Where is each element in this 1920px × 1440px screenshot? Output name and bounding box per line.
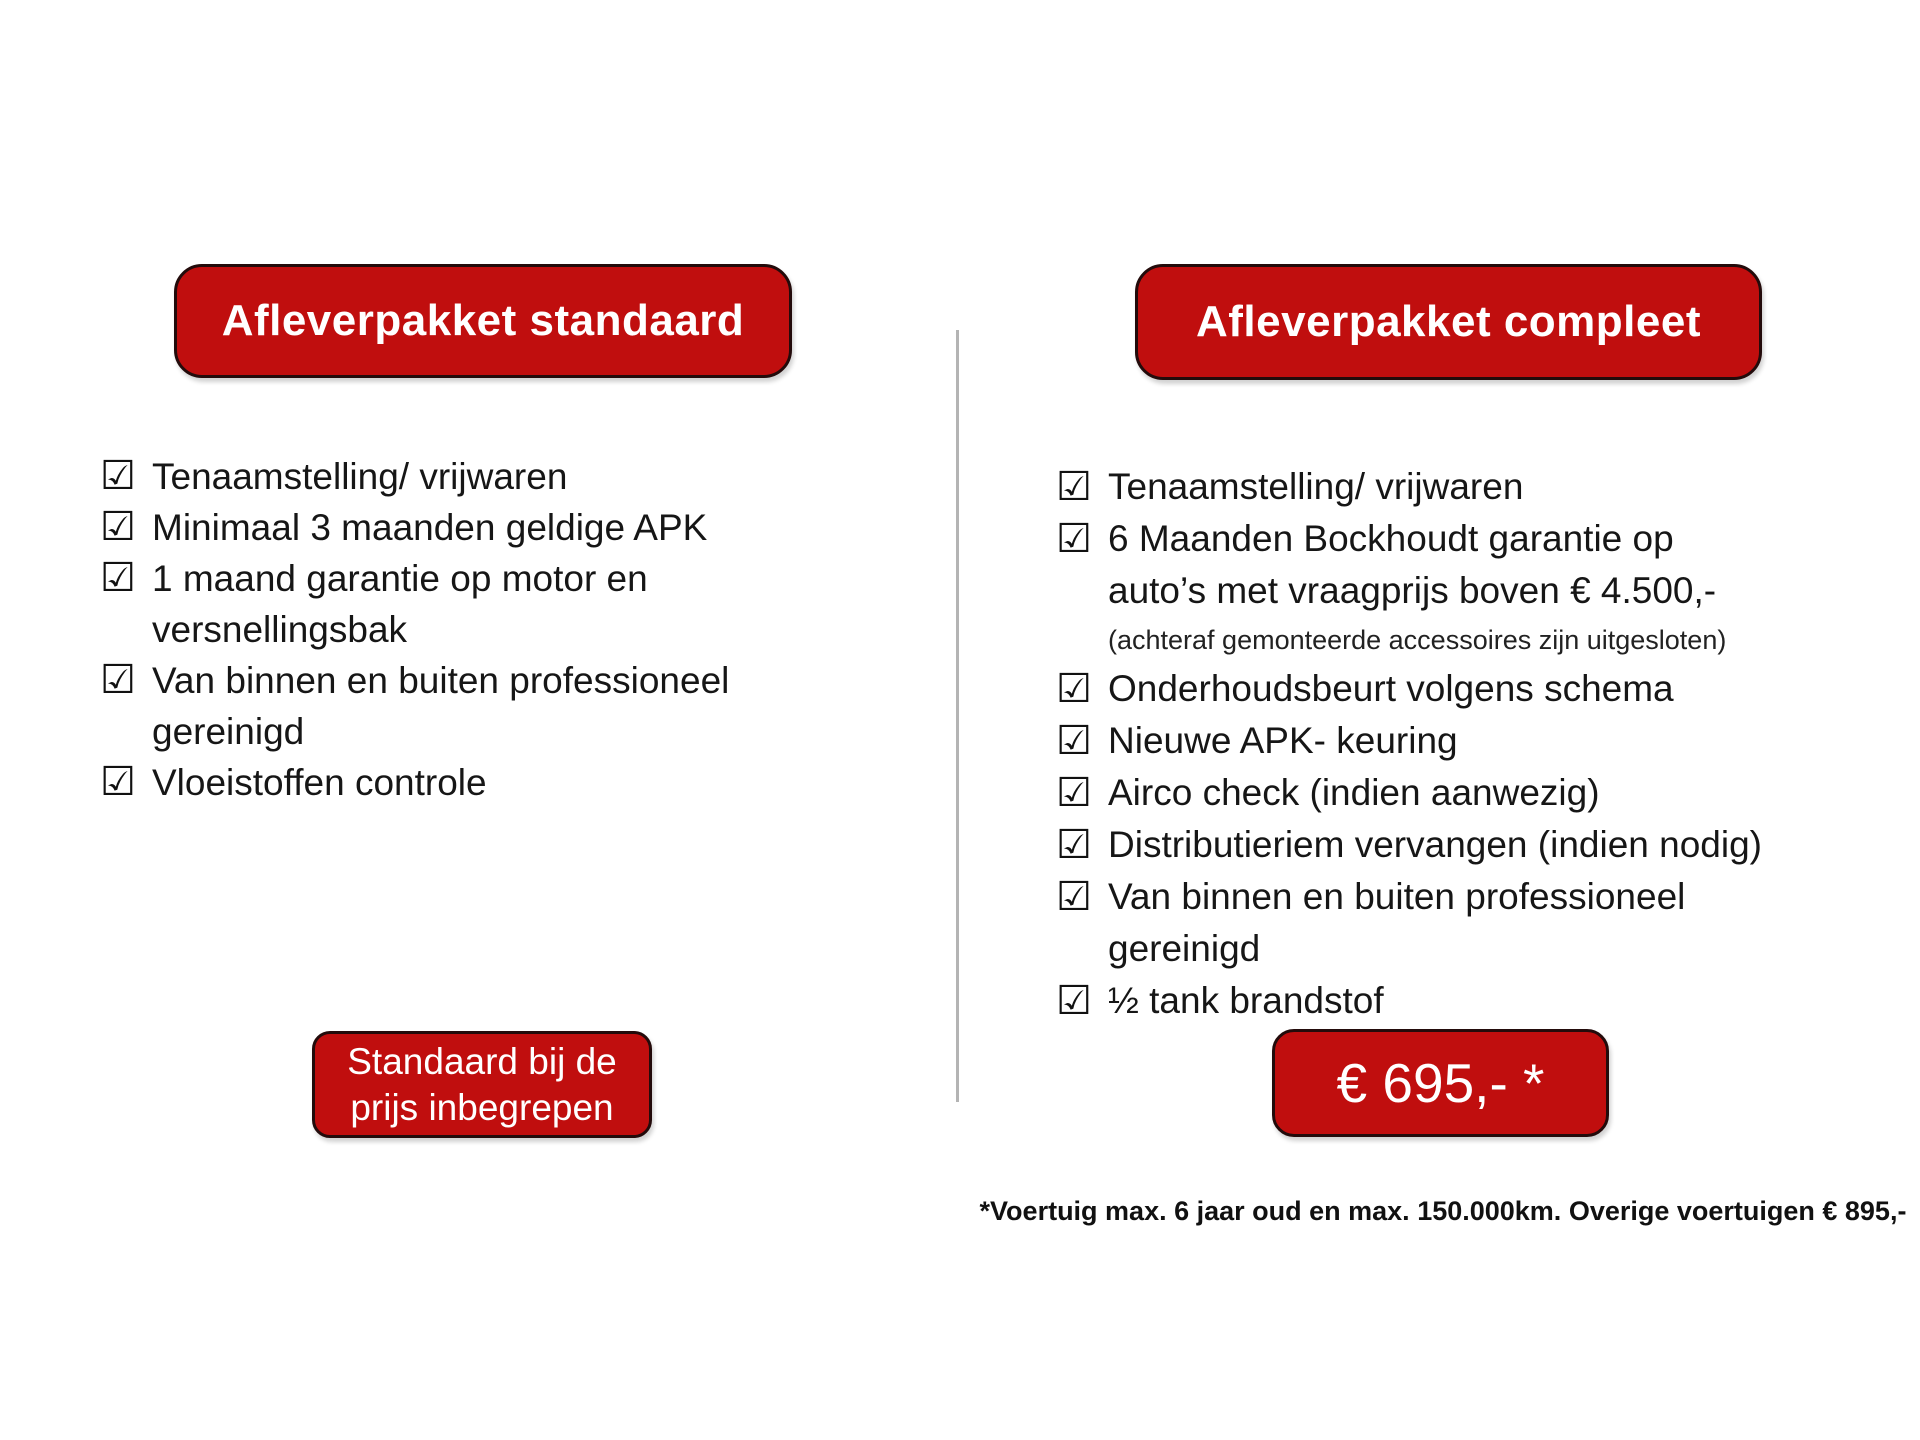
item-text: Nieuwe APK- keuring <box>1108 720 1458 761</box>
item-text: Onderhoudsbeurt volgens schema <box>1108 668 1674 709</box>
checklist-item <box>1056 819 1796 871</box>
checkbox-checked-icon: ☑ <box>100 454 136 498</box>
checkbox-checked-icon: ☑ <box>100 658 136 702</box>
checklist-item <box>100 757 760 808</box>
checklist-item <box>100 451 760 502</box>
header-complete-label: Afleverpakket compleet <box>1196 297 1701 346</box>
checkbox-checked-icon: ☑ <box>1056 771 1092 815</box>
checklist-item <box>100 502 760 553</box>
checklist-item <box>1056 461 1796 513</box>
item-text: Tenaamstelling/ vrijwaren <box>152 456 568 497</box>
price-footnote: *Voertuig max. 6 jaar oud en max. 150.000km. Overige voertuigen € 895,- <box>979 1196 1907 1226</box>
included-in-price-badge <box>312 1031 652 1138</box>
checklist-item: ☑ Van binnen en buiten professioneel gereinigd <box>1056 871 1796 975</box>
item-text: Van binnen en buiten professioneel <box>1108 876 1686 917</box>
checklist-item <box>1056 767 1796 819</box>
item-text: 1 maand garantie op motor en <box>152 558 648 599</box>
column-divider <box>956 330 959 1102</box>
price-badge <box>1272 1029 1609 1137</box>
badge-line-1: Standaard bij de <box>347 1040 617 1082</box>
item-text: 6 Maanden Bockhoudt garantie op <box>1108 518 1674 559</box>
header-standard-package <box>174 264 792 378</box>
item-text: Van binnen en buiten professioneel <box>152 660 730 701</box>
checkbox-checked-icon: ☑ <box>100 556 136 600</box>
checkbox-checked-icon: ☑ <box>1056 875 1092 919</box>
checklist-standard <box>100 451 760 808</box>
item-text: Distributieriem vervangen (indien nodig) <box>1108 824 1762 865</box>
checklist-item <box>1056 975 1796 1027</box>
checkbox-checked-icon: ☑ <box>1056 667 1092 711</box>
checklist-item <box>1056 715 1796 767</box>
item-text: Minimaal 3 maanden geldige APK <box>152 507 708 548</box>
item-subnote: (achteraf gemonteerde accessoires zijn uitgesloten) <box>1108 625 1727 655</box>
checkbox-checked-icon: ☑ <box>1056 719 1092 763</box>
checklist-complete <box>1056 461 1796 1027</box>
checklist-item: ☑ 6 Maanden Bockhoudt garantie op auto’s met vraagprijs boven € 4.500,- (achteraf gemonteerde accessoires zijn uitgesloten) <box>1056 513 1796 663</box>
item-text: Airco check (indien aanwezig) <box>1108 772 1600 813</box>
checkbox-checked-icon: ☑ <box>1056 517 1092 561</box>
checklist-item <box>1056 663 1796 715</box>
checklist-item: ☑ Van binnen en buiten professioneel gereinigd <box>100 655 760 757</box>
item-text: Tenaamstelling/ vrijwaren <box>1108 466 1524 507</box>
checkbox-checked-icon: ☑ <box>100 505 136 549</box>
checkbox-checked-icon: ☑ <box>1056 823 1092 867</box>
checklist-item: ☑ 1 maand garantie op motor en versnellingsbak <box>100 553 760 655</box>
header-complete-package <box>1135 264 1762 380</box>
checkbox-checked-icon: ☑ <box>1056 979 1092 1023</box>
checkbox-checked-icon: ☑ <box>1056 465 1092 509</box>
price-label: € 695,- * <box>1336 1052 1545 1114</box>
item-text: Vloeistoffen controle <box>152 762 487 803</box>
checkbox-checked-icon: ☑ <box>100 760 136 804</box>
header-standard-label: Afleverpakket standaard <box>221 296 745 345</box>
item-text: ½ tank brandstof <box>1108 980 1384 1021</box>
badge-line-2: prijs inbegrepen <box>350 1086 614 1128</box>
